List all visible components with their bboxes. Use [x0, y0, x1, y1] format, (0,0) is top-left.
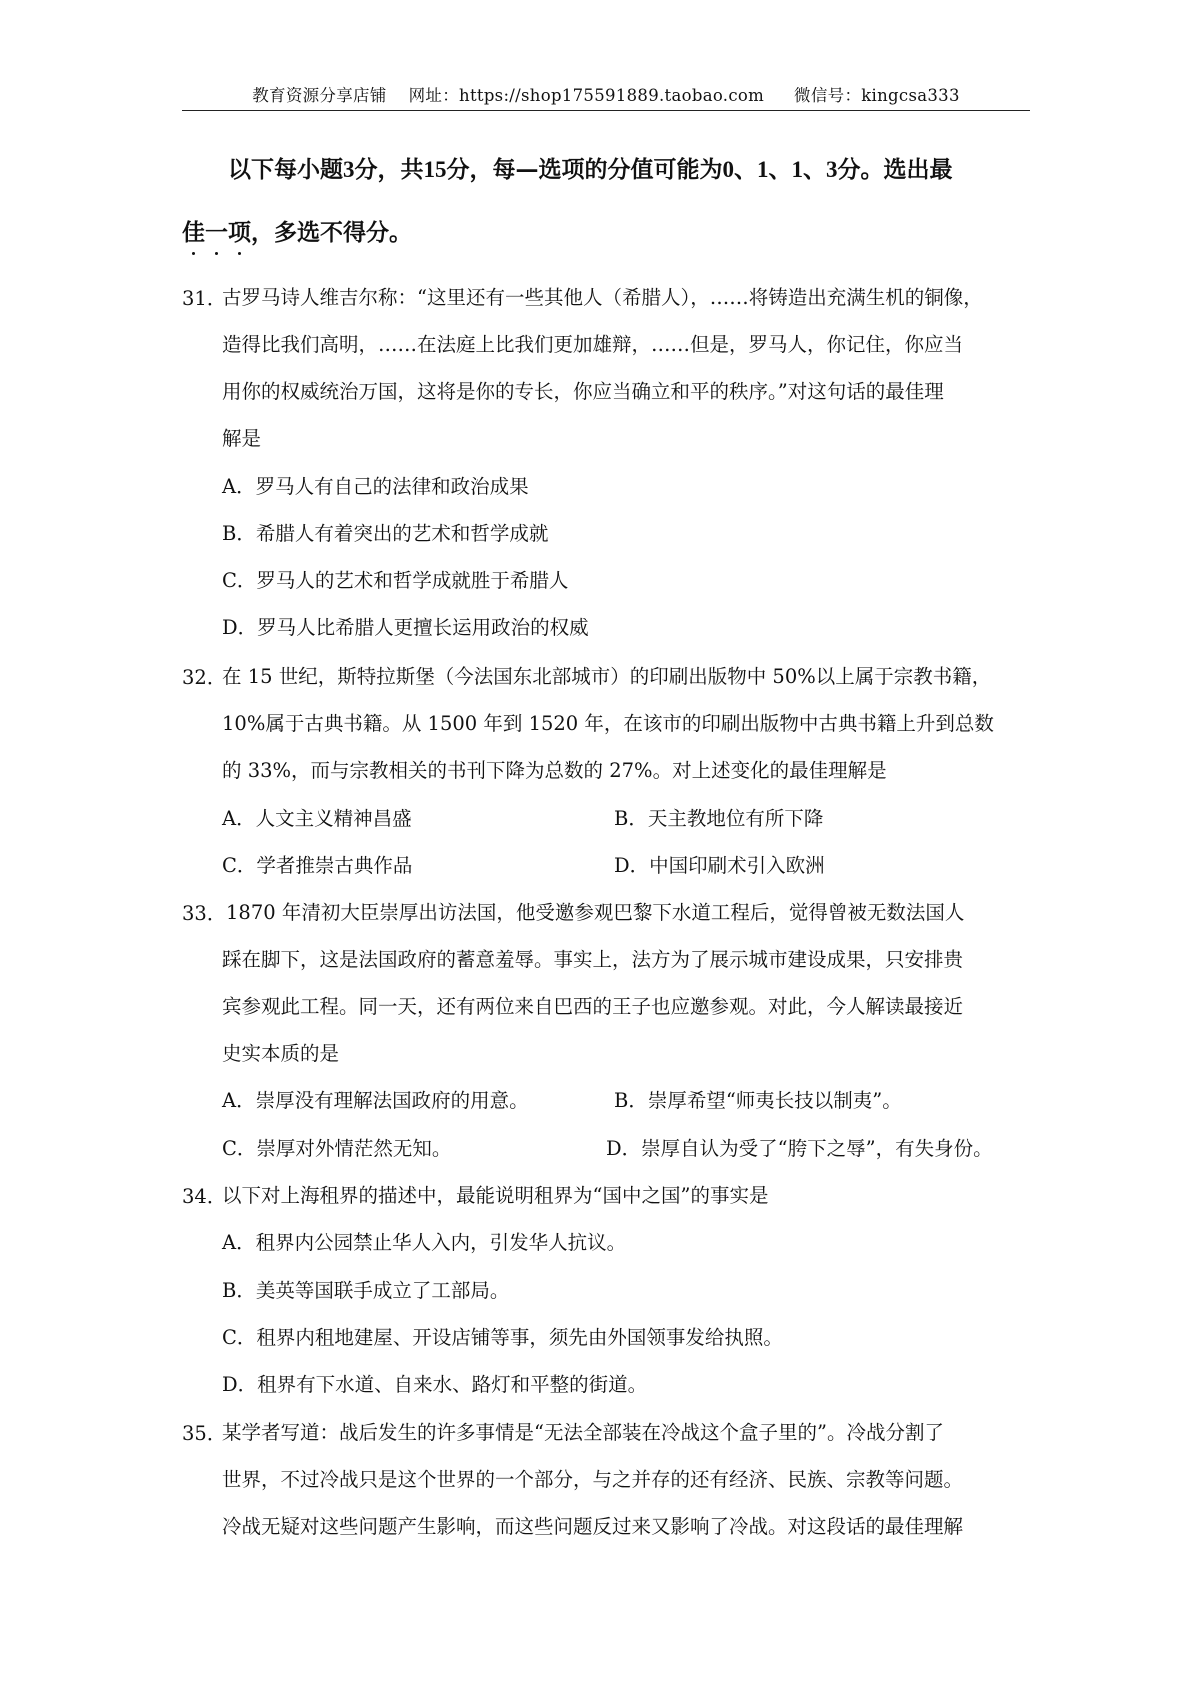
question-number: 31．: [182, 287, 227, 310]
question-stem-line: 用你的权威统治万国，这将是你的专长，你应当确立和平的秩序。”对这句话的最佳理: [222, 380, 944, 403]
option-b[interactable]: B．天主教地位有所下降: [614, 807, 824, 830]
question-stem-line: 造得比我们高明，……在法庭上比我们更加雄辩，……但是，罗马人，你记住，你应当: [222, 333, 964, 356]
option-a[interactable]: A．罗马人有自己的法律和政治成果: [222, 475, 529, 498]
header-site: 网址：https://shop175591889.taobao.com: [408, 86, 765, 105]
question-stem-line: 以下对上海租界的描述中，最能说明租界为“国中之国”的事实是: [222, 1184, 769, 1207]
option-b[interactable]: B．希腊人有着突出的艺术和哲学成就: [222, 522, 549, 545]
question-stem-line: 宾参观此工程。同一天，还有两位来自巴西的王子也应邀参观。对此，今人解读最接近: [222, 995, 964, 1018]
question-stem-line: 冷战无疑对这些问题产生影响，而这些问题反过来又影响了冷战。对这段话的最佳理解: [222, 1515, 964, 1538]
question-stem-line: 古罗马诗人维吉尔称：“这里还有一些其他人（希腊人），……将铸造出充满生机的铜像，: [222, 286, 983, 309]
option-c[interactable]: C．租界内租地建屋、开设店铺等事，须先由外国领事发给执照。: [222, 1326, 783, 1349]
option-a[interactable]: A．崇厚没有理解法国政府的用意。: [222, 1089, 529, 1112]
question-number: 35．: [182, 1422, 227, 1445]
question-stem-line: 解是: [222, 427, 262, 450]
instructions-line-1: 以下每小题3分，共15分，每—选项的分值可能为0、1、1、3分。选出最: [228, 156, 953, 183]
question-stem-line: 1870 年清初大臣崇厚出访法国，他受邀参观巴黎下水道工程后，觉得曾被无数法国人: [226, 901, 965, 924]
option-d[interactable]: D．罗马人比希腊人更擅长运用政治的权威: [222, 616, 589, 639]
header-divider: [182, 110, 1030, 111]
option-a[interactable]: A．租界内公园禁止华人入内，引发华人抗议。: [222, 1231, 627, 1254]
option-a[interactable]: A．人文主义精神昌盛: [222, 807, 412, 830]
option-c[interactable]: C．崇厚对外情茫然无知。: [222, 1137, 452, 1160]
question-stem-line: 的 33%，而与宗教相关的书刊下降为总数的 27%。对上述变化的最佳理解是: [222, 759, 887, 782]
option-c[interactable]: C．学者推崇古典作品: [222, 854, 413, 877]
question-stem-line: 10%属于古典书籍。从 1500 年到 1520 年，在该市的印刷出版物中古典书籍上升到总数: [222, 712, 994, 735]
instructions-line-2: 佳一项，多选不得分。: [182, 219, 412, 246]
option-b[interactable]: B．崇厚希望“师夷长技以制夷”。: [614, 1089, 902, 1112]
option-d[interactable]: D．中国印刷术引入欧洲: [614, 854, 825, 877]
option-c[interactable]: C．罗马人的艺术和哲学成就胜于希腊人: [222, 569, 569, 592]
option-d[interactable]: D．崇厚自认为受了“胯下之辱”，有失身份。: [606, 1137, 993, 1160]
question-stem-line: 踩在脚下，这是法国政府的蓄意羞辱。事实上，法方为了展示城市建设成果，只安排贵: [222, 948, 964, 971]
question-number: 34．: [182, 1185, 227, 1208]
question-stem-line: 史实本质的是: [222, 1042, 340, 1065]
option-b[interactable]: B．美英等国联手成立了工部局。: [222, 1279, 510, 1302]
option-d[interactable]: D．租界有下水道、自来水、路灯和平整的街道。: [222, 1373, 648, 1396]
header-wechat: 微信号：kingcsa333: [794, 86, 960, 105]
question-stem-line: 世界，不过冷战只是这个世界的一个部分，与之并存的还有经济、民族、宗教等问题。: [222, 1468, 964, 1491]
question-number: 32．: [182, 666, 227, 689]
question-number: 33．: [182, 902, 227, 925]
page-header: [182, 82, 1030, 106]
header-shop: 教育资源分享店铺: [252, 86, 387, 105]
question-stem-line: 某学者写道：战后发生的许多事情是“无法全部装在冷战这个盒子里的”。冷战分割了: [222, 1421, 944, 1444]
question-stem-line: 在 15 世纪，斯特拉斯堡（今法国东北部城市）的印刷出版物中 50%以上属于宗教书籍，: [222, 665, 992, 688]
